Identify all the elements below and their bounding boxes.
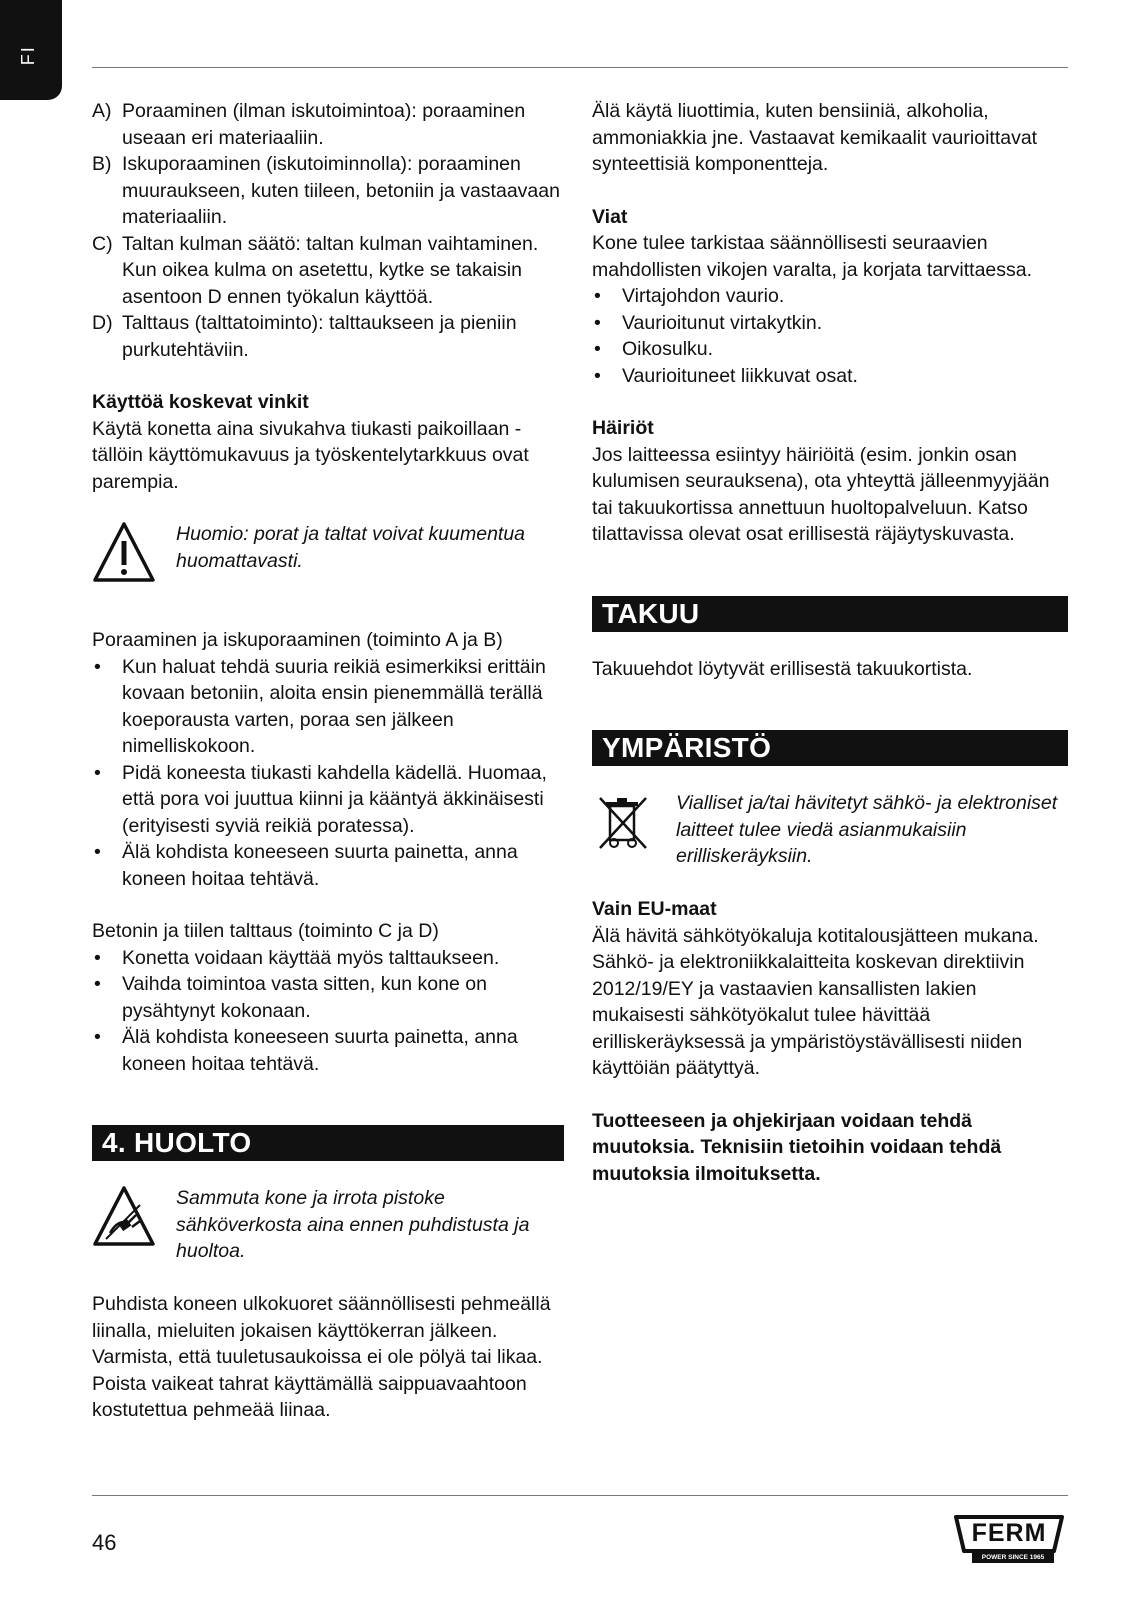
ferm-logo bbox=[950, 1513, 1068, 1565]
malfunction-text: Jos laitteessa esiintyy häiriöitä (esim. jonkin osan kulumisen seurauksena), ota yhteyttä jälleenmyyjään tai takuukortissa annettuun huoltopalveluun. Katso tilattavissa olevat osat erillisestä räjäytyskuvasta. bbox=[592, 443, 1050, 545]
list-item-text: Konetta voidaan käyttää myös talttaukseen. bbox=[122, 946, 500, 969]
right-column bbox=[592, 98, 1068, 1187]
list-item-text: Vaihda toimintoa vasta sitten, kun kone on pysähtynyt kokonaan. bbox=[122, 973, 487, 1022]
mode-text: Poraaminen (ilman iskutoimintoa): poraaminen useaan eri materiaaliin. bbox=[122, 100, 526, 149]
chisel-intro: Betonin ja tiilen talttaus (toiminto C ja D) bbox=[92, 920, 439, 942]
list-item-text: Oikosulku. bbox=[622, 338, 714, 360]
list-item: • Vaurioitunut virtakytkin. bbox=[594, 311, 823, 334]
tips-text: Käytä konetta aina sivukahva tiukasti paikoillaan - tällöin käyttömukavuus ja työskentelytarkkuus ovat parempia. bbox=[92, 417, 529, 493]
list-item: • Älä kohdista koneeseen suurta painetta, anna koneen hoitaa tehtävä. bbox=[94, 841, 518, 890]
eu-text: Älä hävitä sähkötyökaluja kotitalousjätteen mukana. Sähkö- ja elektroniikkalaitteita koskevan direktiivin 2012/19/EY ja vastaavien kansallisten lakien mukaisesti sähkötyökalut tulee hävittää erilliskeräyksessä ja ympäristöystävällisesti niiden käyttöiän päätyttyä. bbox=[592, 924, 1039, 1079]
list-item-text: Vaurioitunut virtakytkin. bbox=[622, 311, 823, 334]
top-rule bbox=[92, 67, 1068, 68]
faults-text: Kone tulee tarkistaa säännöllisesti seuraavien mahdollisten vikojen varalta, ja korjata tarvittaessa. bbox=[592, 232, 1033, 281]
eu-heading: Vain EU-maat bbox=[592, 898, 717, 920]
mode-text: Taltan kulman säätö: taltan kulman vaihtaminen. Kun oikea kulma on asetettu, kytke se takaisin asentoon D ennen työkalun käyttöä. bbox=[122, 232, 539, 308]
warning-triangle-icon bbox=[92, 521, 156, 591]
unplug-warning bbox=[92, 1185, 564, 1265]
list-item: • Virtajohdon vaurio. bbox=[594, 285, 785, 307]
logo-tagline: POWER SINCE 1965 bbox=[981, 1554, 1045, 1561]
section-title-huolto: 4. HUOLTO bbox=[92, 1125, 564, 1161]
list-item-text: Pidä koneesta tiukasti kahdella kädellä. Huomaa, että pora voi juuttua kiinni ja kääntyä äkkinäisesti (erityisesti syviä reikiä poratessa). bbox=[122, 761, 547, 837]
mode-text: Iskuporaaminen (iskutoiminnolla): poraaminen muuraukseen, kuten tiileen, betoniin ja vastaavaan materiaaliin. bbox=[122, 153, 560, 228]
faults-list bbox=[592, 283, 1068, 389]
mode-list bbox=[92, 98, 564, 363]
malfunction-heading: Häiriöt bbox=[592, 417, 654, 439]
solvents-text: Älä käytä liuottimia, kuten bensiiniä, alkoholia, ammoniakkia jne. Vastaavat kemikaalit vaurioittavat synteettisiä komponentteja. bbox=[592, 100, 1038, 175]
mode-item-d bbox=[92, 310, 564, 363]
mode-key: C) bbox=[92, 232, 113, 255]
section-title-ymparisto: YMPÄRISTÖ bbox=[592, 730, 1068, 766]
heat-warning bbox=[92, 521, 564, 601]
list-item: • Kun haluat tehdä suuria reikiä esimerkiksi erittäin kovaan betoniin, aloita ensin pienemmällä terällä koeporausta varten, poraa sen jälkeen nimelliskokoon. bbox=[94, 655, 546, 757]
mode-item-a bbox=[92, 98, 564, 151]
list-item-text: Virtajohdon vaurio. bbox=[622, 285, 785, 307]
drill-list bbox=[92, 654, 564, 893]
mode-item-b bbox=[92, 151, 564, 231]
weee-notice bbox=[592, 790, 1068, 870]
left-column bbox=[92, 98, 564, 1424]
crossed-bin-icon bbox=[596, 794, 650, 860]
unplug-icon bbox=[92, 1185, 156, 1255]
mode-text: Talttaus (talttatoiminto): talttaukseen ja pieniin purkutehtäviin. bbox=[122, 312, 517, 361]
list-item: • Konetta voidaan käyttää myös talttaukseen. bbox=[94, 946, 500, 969]
list-item: • Älä kohdista koneeseen suurta painetta, anna koneen hoitaa tehtävä. bbox=[94, 1026, 518, 1075]
section-title-takuu: TAKUU bbox=[592, 596, 1068, 632]
list-item: • Oikosulku. bbox=[594, 338, 714, 360]
drill-intro: Poraaminen ja iskuporaaminen (toiminto A ja B) bbox=[92, 629, 503, 651]
changes-notice bbox=[592, 1108, 1068, 1188]
logo-wordmark: FERM bbox=[971, 1519, 1047, 1547]
list-item-text: Vaurioituneet liikkuvat osat. bbox=[622, 364, 858, 387]
list-item-text: Älä kohdista koneeseen suurta painetta, anna koneen hoitaa tehtävä. bbox=[122, 1026, 518, 1075]
mode-key: A) bbox=[92, 100, 112, 122]
list-item-text: Älä kohdista koneeseen suurta painetta, anna koneen hoitaa tehtävä. bbox=[122, 841, 518, 890]
bottom-rule bbox=[92, 1495, 1068, 1496]
mode-key: B) bbox=[92, 153, 112, 175]
warranty-text: Takuuehdot löytyvät erillisestä takuukortista. bbox=[592, 657, 973, 680]
list-item-text: Kun haluat tehdä suuria reikiä esimerkiksi erittäin kovaan betoniin, aloita ensin pienemmällä terällä koeporausta varten, poraa sen jälkeen nimelliskokoon. bbox=[122, 655, 546, 757]
language-code: FI bbox=[17, 45, 38, 66]
unplug-warning-text: Sammuta kone ja irrota pistoke sähköverkosta aina ennen puhdistusta ja huoltoa. bbox=[176, 1187, 530, 1262]
list-item: • Vaurioituneet liikkuvat osat. bbox=[594, 364, 858, 387]
mode-item-c bbox=[92, 231, 564, 311]
maintenance-text: Puhdista koneen ulkokuoret säännöllisesti pehmeällä liinalla, mieluiten jokaisen käyttökerran jälkeen. Varmista, että tuuletusaukoissa ei ole pölyä tai likaa. Poista vaikeat tahrat käyttämällä saippuavaahtoon kostutettua pehmeää liinaa. bbox=[92, 1293, 551, 1421]
list-item: • Pidä koneesta tiukasti kahdella kädellä. Huomaa, että pora voi juuttua kiinni ja kääntyä äkkinäisesti (erityisesti syviä reikiä poratessa). bbox=[94, 761, 547, 837]
language-tab bbox=[0, 0, 62, 100]
faults-heading: Viat bbox=[592, 205, 628, 228]
page-number: 46 bbox=[92, 1530, 117, 1555]
mode-key: D) bbox=[92, 312, 113, 334]
weee-notice-text: Vialliset ja/tai hävitetyt sähkö- ja elektroniset laitteet tulee viedä asianmukaisiin erilliskeräyksiin. bbox=[676, 792, 1058, 867]
chisel-list bbox=[92, 945, 564, 1078]
tips-heading: Käyttöä koskevat vinkit bbox=[92, 391, 309, 413]
heat-warning-text: Huomio: porat ja taltat voivat kuumentua huomattavasti. bbox=[176, 523, 526, 572]
list-item: • Vaihda toimintoa vasta sitten, kun kone on pysähtynyt kokonaan. bbox=[94, 973, 487, 1022]
changes-text: Tuotteeseen ja ohjekirjaan voidaan tehdä muutoksia. Teknisiin tietoihin voidaan tehdä muutoksia ilmoituksetta. bbox=[592, 1109, 1002, 1185]
